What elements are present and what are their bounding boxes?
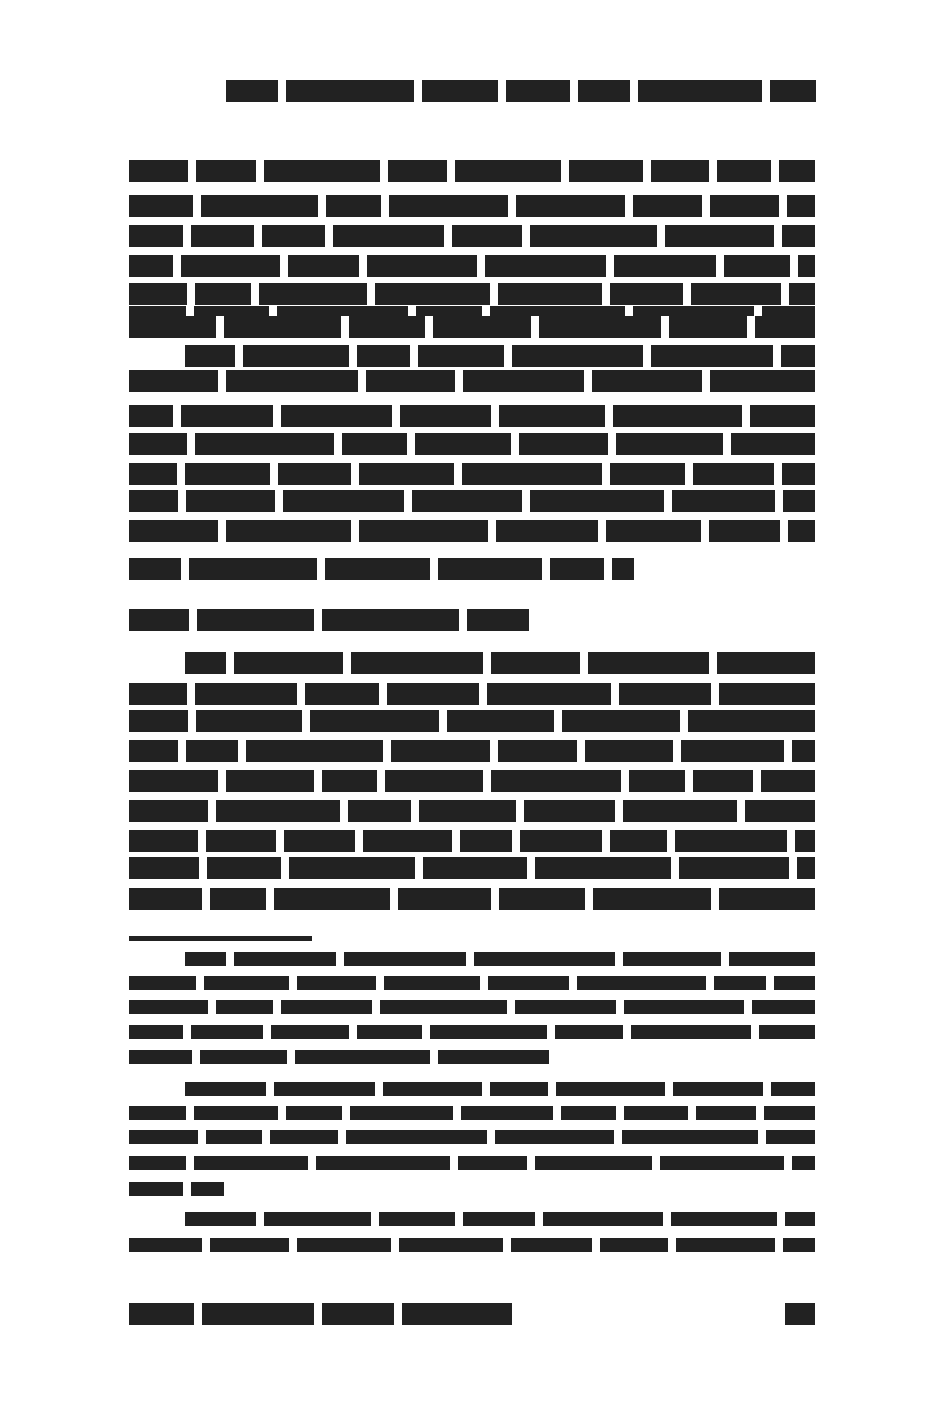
word-gap	[455, 1212, 463, 1226]
word-gap	[766, 976, 774, 990]
word-gap	[422, 1025, 430, 1039]
word-gap	[358, 370, 366, 392]
word-gap	[702, 370, 710, 392]
word-gap	[706, 976, 714, 990]
word-gap	[381, 195, 389, 217]
word-gap	[701, 520, 709, 542]
word-gap	[643, 345, 651, 367]
word-gap	[394, 1303, 402, 1325]
word-gap	[254, 225, 262, 247]
word-gap	[547, 1025, 555, 1039]
footnote-line	[185, 1082, 815, 1096]
page-number-text	[0, 0, 1, 1]
word-gap	[605, 405, 613, 427]
word-gap	[198, 830, 206, 852]
word-gap	[661, 316, 669, 338]
word-gap	[477, 255, 485, 277]
word-gap	[585, 888, 593, 910]
paragraph-line	[129, 770, 815, 792]
word-gap	[453, 1106, 461, 1120]
word-gap	[189, 609, 197, 631]
word-gap	[251, 283, 259, 305]
word-gap	[542, 558, 550, 580]
paragraph-line	[129, 490, 815, 512]
paragraph-line	[129, 710, 815, 732]
word-gap	[657, 225, 665, 247]
word-gap	[302, 710, 310, 732]
paragraph-line	[129, 433, 815, 455]
word-gap	[425, 316, 433, 338]
word-gap	[602, 283, 610, 305]
word-gap	[487, 1130, 495, 1144]
word-gap	[665, 1082, 673, 1096]
word-gap	[375, 1082, 383, 1096]
word-gap	[652, 1156, 660, 1170]
word-gap	[512, 830, 520, 852]
word-gap	[407, 433, 415, 455]
word-gap	[680, 710, 688, 732]
word-gap	[318, 195, 326, 217]
word-gap	[273, 1000, 281, 1014]
word-gap	[218, 520, 226, 542]
word-gap	[577, 740, 585, 762]
word-gap	[625, 195, 633, 217]
word-gap	[351, 463, 359, 485]
word-gap	[623, 1025, 631, 1039]
word-gap	[187, 433, 195, 455]
word-gap	[688, 1106, 696, 1120]
word-gap	[711, 683, 719, 705]
word-gap	[773, 345, 781, 367]
word-gap	[511, 433, 519, 455]
word-gap	[187, 283, 195, 305]
word-gap	[287, 1050, 295, 1064]
footer-citation-text	[0, 0, 1, 1]
word-gap	[643, 160, 651, 182]
word-gap	[630, 80, 638, 102]
word-gap	[181, 558, 189, 580]
word-gap	[392, 405, 400, 427]
footnote-line	[129, 1050, 549, 1064]
word-gap	[193, 195, 201, 217]
word-gap	[341, 316, 349, 338]
word-gap	[561, 160, 569, 182]
word-gap	[444, 225, 452, 247]
word-gap	[668, 1238, 676, 1252]
word-gap	[218, 770, 226, 792]
word-gap	[371, 1212, 379, 1226]
word-gap	[454, 463, 462, 485]
word-gap	[404, 490, 412, 512]
footnote-line	[185, 952, 815, 966]
word-gap	[604, 558, 612, 580]
word-gap	[664, 490, 672, 512]
word-gap	[452, 830, 460, 852]
word-gap	[685, 770, 693, 792]
paragraph-line	[129, 740, 815, 762]
word-gap	[784, 740, 792, 762]
word-gap	[709, 652, 717, 674]
word-gap	[491, 888, 499, 910]
word-gap	[183, 225, 191, 247]
paragraph-line	[129, 463, 815, 485]
word-gap	[415, 857, 423, 879]
word-gap	[276, 830, 284, 852]
paragraph-line	[129, 225, 815, 247]
word-gap	[570, 80, 578, 102]
word-gap	[186, 1106, 194, 1120]
word-gap	[615, 952, 623, 966]
word-gap	[334, 433, 342, 455]
word-gap	[349, 345, 357, 367]
word-gap	[198, 1130, 206, 1144]
footnote-line	[185, 1212, 815, 1226]
word-gap	[297, 683, 305, 705]
word-gap	[554, 710, 562, 732]
word-gap	[483, 770, 491, 792]
paragraph-line	[129, 800, 815, 822]
word-gap	[183, 1025, 191, 1039]
word-gap	[685, 463, 693, 485]
word-gap	[548, 1082, 556, 1096]
paragraph-line	[129, 283, 815, 305]
word-gap	[351, 520, 359, 542]
word-gap	[671, 857, 679, 879]
word-gap	[721, 952, 729, 966]
word-gap	[787, 830, 795, 852]
word-gap	[188, 710, 196, 732]
word-gap	[199, 857, 207, 879]
word-gap	[439, 710, 447, 732]
word-gap	[450, 1156, 458, 1170]
word-gap	[716, 255, 724, 277]
word-gap	[614, 1130, 622, 1144]
word-gap	[751, 1025, 759, 1039]
word-gap	[349, 1025, 357, 1039]
word-gap	[507, 1000, 515, 1014]
word-gap	[667, 830, 675, 852]
word-gap	[553, 1106, 561, 1120]
word-gap	[508, 195, 516, 217]
word-gap	[226, 652, 234, 674]
word-gap	[317, 558, 325, 580]
word-gap	[522, 490, 530, 512]
word-gap	[338, 1130, 346, 1144]
word-gap	[208, 800, 216, 822]
footnote-line	[129, 1106, 815, 1120]
footnote-divider	[129, 936, 312, 941]
paragraph-line	[129, 558, 634, 580]
word-gap	[278, 1106, 286, 1120]
word-gap	[359, 255, 367, 277]
word-gap	[702, 195, 710, 217]
word-gap	[744, 1000, 752, 1014]
paragraph-line	[185, 652, 815, 674]
word-gap	[263, 1025, 271, 1039]
word-gap	[775, 1238, 783, 1252]
word-gap	[762, 80, 770, 102]
word-gap	[527, 1156, 535, 1170]
word-gap	[592, 1238, 600, 1252]
word-gap	[608, 433, 616, 455]
word-gap	[336, 952, 344, 966]
running-header	[226, 80, 816, 102]
word-gap	[266, 888, 274, 910]
word-gap	[602, 463, 610, 485]
footnote-text	[0, 0, 1, 1]
word-gap	[598, 520, 606, 542]
word-gap	[196, 976, 204, 990]
word-gap	[343, 652, 351, 674]
word-gap	[606, 255, 614, 277]
paragraph-line	[129, 520, 815, 542]
word-gap	[238, 740, 246, 762]
word-gap	[479, 683, 487, 705]
word-gap	[430, 558, 438, 580]
word-gap	[340, 800, 348, 822]
word-gap	[372, 1000, 380, 1014]
word-gap	[391, 1238, 399, 1252]
word-gap	[325, 225, 333, 247]
word-gap	[314, 609, 322, 631]
word-gap	[723, 433, 731, 455]
word-gap	[771, 160, 779, 182]
word-gap	[602, 830, 610, 852]
word-gap	[314, 1303, 322, 1325]
page-number	[785, 1303, 815, 1325]
paragraph-line	[129, 195, 815, 217]
word-gap	[194, 1303, 202, 1325]
word-gap	[663, 1212, 671, 1226]
word-gap	[527, 857, 535, 879]
word-gap	[503, 1238, 511, 1252]
word-gap	[531, 316, 539, 338]
word-gap	[173, 255, 181, 277]
section-heading-text	[0, 0, 1, 1]
footnote-text	[0, 0, 1, 1]
word-gap	[483, 652, 491, 674]
paragraph-line	[129, 405, 815, 427]
paragraph-line	[129, 830, 815, 852]
word-gap	[235, 345, 243, 367]
paragraph-line	[129, 160, 815, 182]
word-gap	[482, 1082, 490, 1096]
footnote-line	[129, 976, 815, 990]
word-gap	[504, 345, 512, 367]
word-gap	[342, 1106, 350, 1120]
word-gap	[187, 683, 195, 705]
footnote-line	[129, 1238, 815, 1252]
section-heading	[129, 609, 529, 631]
word-gap	[314, 770, 322, 792]
word-gap	[289, 976, 297, 990]
word-gap	[275, 490, 283, 512]
word-gap	[459, 609, 467, 631]
word-gap	[183, 1182, 191, 1196]
word-gap	[756, 1106, 764, 1120]
word-gap	[278, 80, 286, 102]
paragraph-line	[129, 255, 815, 277]
word-gap	[711, 888, 719, 910]
word-gap	[430, 1050, 438, 1064]
word-gap	[466, 952, 474, 966]
paragraph-line	[129, 683, 815, 705]
word-gap	[270, 463, 278, 485]
word-gap	[367, 283, 375, 305]
word-gap	[410, 345, 418, 367]
footnote-line	[129, 1182, 224, 1196]
footnote-line	[129, 1130, 815, 1144]
paragraph-line	[129, 888, 815, 910]
word-gap	[522, 225, 530, 247]
word-gap	[737, 800, 745, 822]
word-gap	[742, 405, 750, 427]
word-gap	[584, 370, 592, 392]
word-gap	[774, 463, 782, 485]
word-gap	[616, 1106, 624, 1120]
word-gap	[775, 490, 783, 512]
word-gap	[262, 1130, 270, 1144]
paragraph-text	[0, 0, 1, 1]
word-gap	[216, 316, 224, 338]
word-gap	[380, 160, 388, 182]
word-gap	[779, 195, 787, 217]
word-gap	[498, 80, 506, 102]
word-gap	[273, 405, 281, 427]
paragraph-line	[129, 370, 815, 392]
word-gap	[673, 740, 681, 762]
word-gap	[390, 888, 398, 910]
word-gap	[188, 160, 196, 182]
word-gap	[173, 405, 181, 427]
footer-citation	[129, 1303, 512, 1325]
word-gap	[383, 740, 391, 762]
word-gap	[774, 225, 782, 247]
word-gap	[490, 740, 498, 762]
word-gap	[178, 490, 186, 512]
word-gap	[763, 1082, 771, 1096]
footnote-line	[129, 1025, 815, 1039]
word-gap	[580, 652, 588, 674]
word-gap	[289, 1238, 297, 1252]
word-gap	[178, 740, 186, 762]
word-gap	[616, 1000, 624, 1014]
word-gap	[789, 857, 797, 879]
word-gap	[379, 683, 387, 705]
word-gap	[790, 255, 798, 277]
word-gap	[488, 520, 496, 542]
word-gap	[621, 770, 629, 792]
word-gap	[516, 800, 524, 822]
word-gap	[411, 800, 419, 822]
paragraph-text	[0, 0, 1, 1]
word-gap	[414, 80, 422, 102]
word-gap	[490, 283, 498, 305]
word-gap	[611, 683, 619, 705]
word-gap	[256, 160, 264, 182]
word-gap	[569, 976, 577, 990]
paragraph-line	[129, 316, 815, 338]
word-gap	[192, 1050, 200, 1064]
word-gap	[747, 316, 755, 338]
word-gap	[377, 770, 385, 792]
footnote-text	[0, 0, 1, 1]
word-gap	[208, 1000, 216, 1014]
word-gap	[177, 463, 185, 485]
word-gap	[308, 1156, 316, 1170]
paragraph-line	[185, 345, 815, 367]
word-gap	[781, 283, 789, 305]
word-gap	[455, 370, 463, 392]
word-gap	[777, 1212, 785, 1226]
word-gap	[683, 283, 691, 305]
word-gap	[447, 160, 455, 182]
footnote-line	[129, 1156, 815, 1170]
word-gap	[266, 1082, 274, 1096]
paragraph-line	[129, 857, 815, 879]
word-gap	[281, 857, 289, 879]
word-gap	[491, 405, 499, 427]
word-gap	[226, 952, 234, 966]
word-gap	[758, 1130, 766, 1144]
word-gap	[480, 976, 488, 990]
running-header-text	[0, 0, 1, 1]
word-gap	[186, 1156, 194, 1170]
word-gap	[780, 520, 788, 542]
word-gap	[709, 160, 717, 182]
word-gap	[784, 1156, 792, 1170]
paragraph-text	[0, 0, 1, 1]
word-gap	[280, 255, 288, 277]
word-gap	[535, 1212, 543, 1226]
word-gap	[256, 1212, 264, 1226]
word-gap	[202, 1238, 210, 1252]
word-gap	[753, 770, 761, 792]
word-gap	[218, 370, 226, 392]
word-gap	[376, 976, 384, 990]
footnote-line	[129, 1000, 815, 1014]
word-gap	[202, 888, 210, 910]
word-gap	[355, 830, 363, 852]
word-gap	[615, 800, 623, 822]
